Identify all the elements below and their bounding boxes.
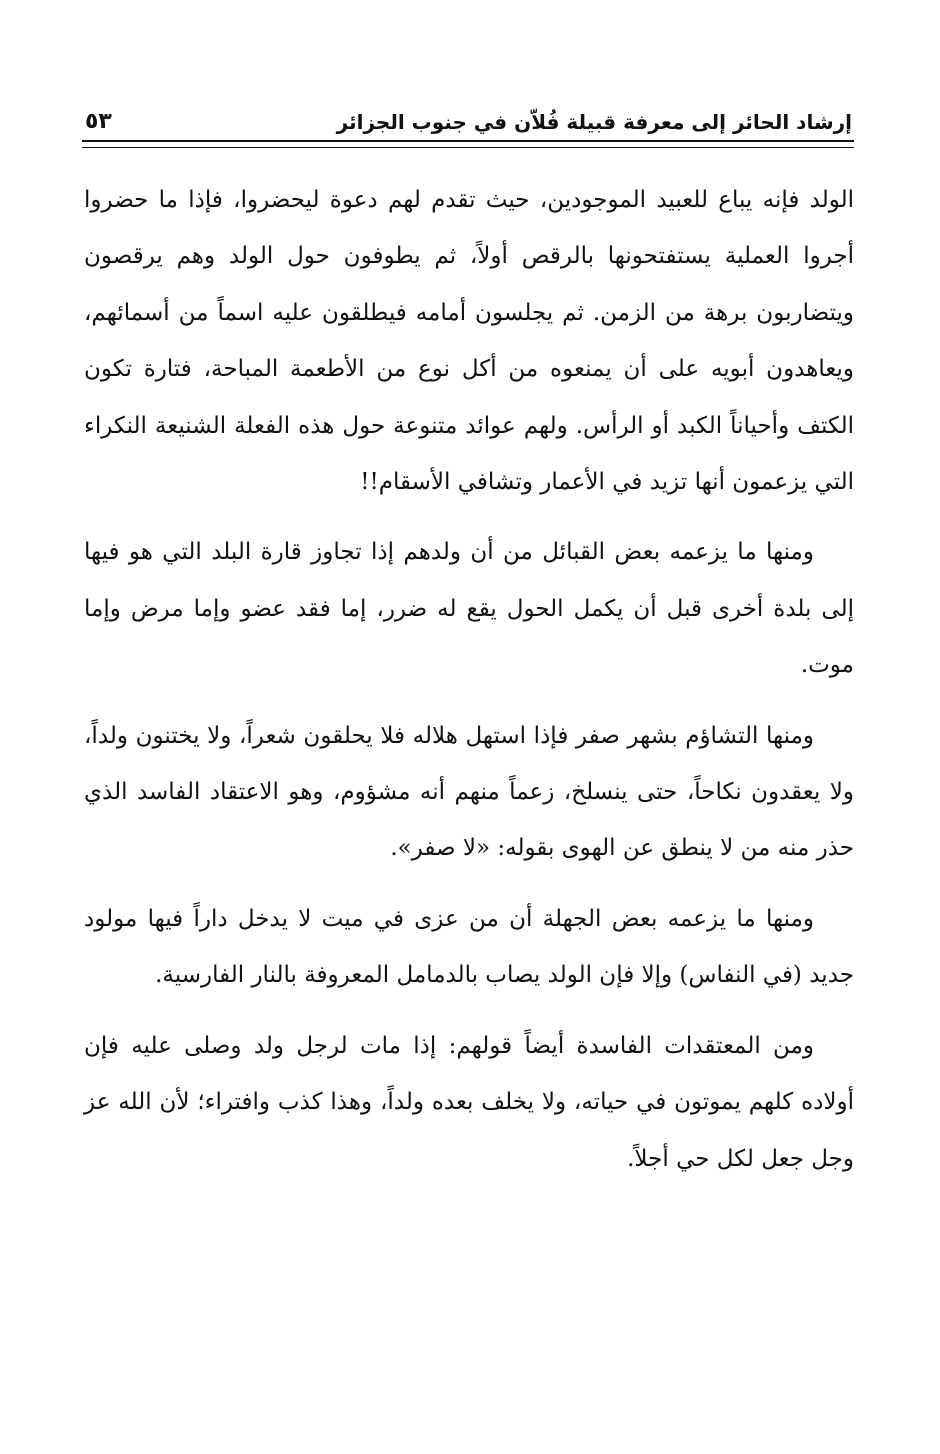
header-rule-thin	[82, 147, 854, 148]
paragraph-continued: الولد فإنه يباع للعبيد الموجودين، حيث تقدم لهم دعوة ليحضروا، فإذا ما حضروا أجروا العملية يستفتحونها بالرقص أولاً، ثم يطوفون حول الولد وهم يرقصون ويتضاربون برهة من الزمن. ثم يجلسون أمامه فيطلقون عليه اسماً من أسمائهم، ويعاهدون أبويه على أن يمنعوه من أكل نوع من الأطعمة المباحة، فتارة تكون الكتف وأحياناً الكبد أو الرأس. ولهم عوائد متنوعة حول هذه الفعلة الشنيعة النكراء التي يزعمون أنها تزيد في الأعمار وتشافي الأسقام!!	[84, 187, 854, 496]
paragraph-tribal-travel-belief: ومنها ما يزعمه بعض القبائل من أن ولدهم إذا تجاوز قارة البلد التي هو فيها إلى بلدة أخرى قبل أن يكمل الحول يقع له ضرر، إما فقد عضو وإما مرض وإما موت.	[84, 539, 854, 679]
paragraph-safar-pessimism: ومنها التشاؤم بشهر صفر فإذا استهل هلاله فلا يحلقون شعراً، ولا يختنون ولداً، ولا يعقدون نكاحاً، حتى ينسلخ، زعماً منهم أنه مشؤوم، وهو الاعتقاد الفاسد الذي حذر منه من لا ينطق عن الهوى بقوله: «لا صفر».	[84, 722, 854, 862]
page-number: ٥٣	[85, 109, 112, 134]
paragraph-funeral-prayer-belief: ومن المعتقدات الفاسدة أيضاً قولهم: إذا مات لرجل ولد وصلى عليه فإن أولاده كلهم يموتون في حياته، ولا يخلف بعده ولداً، وهذا كذب وافتراء؛ لأن الله عز وجل جعل لكل حي أجلاً.	[84, 1032, 854, 1172]
running-header	[85, 96, 852, 136]
paragraph-condolence-belief: ومنها ما يزعمه بعض الجهلة أن من عزى في ميت لا يدخل داراً فيها مولود جديد (في النفاس) وإلا فإن الولد يصاب بالدمامل المعروفة بالنار الفارسية.	[84, 905, 854, 989]
running-title: إرشاد الحائر إلى معرفة قبيلة فُلاّن في جنوب الجزائر	[336, 110, 852, 134]
header-rule-thick	[82, 140, 854, 142]
body-text	[84, 172, 854, 1201]
